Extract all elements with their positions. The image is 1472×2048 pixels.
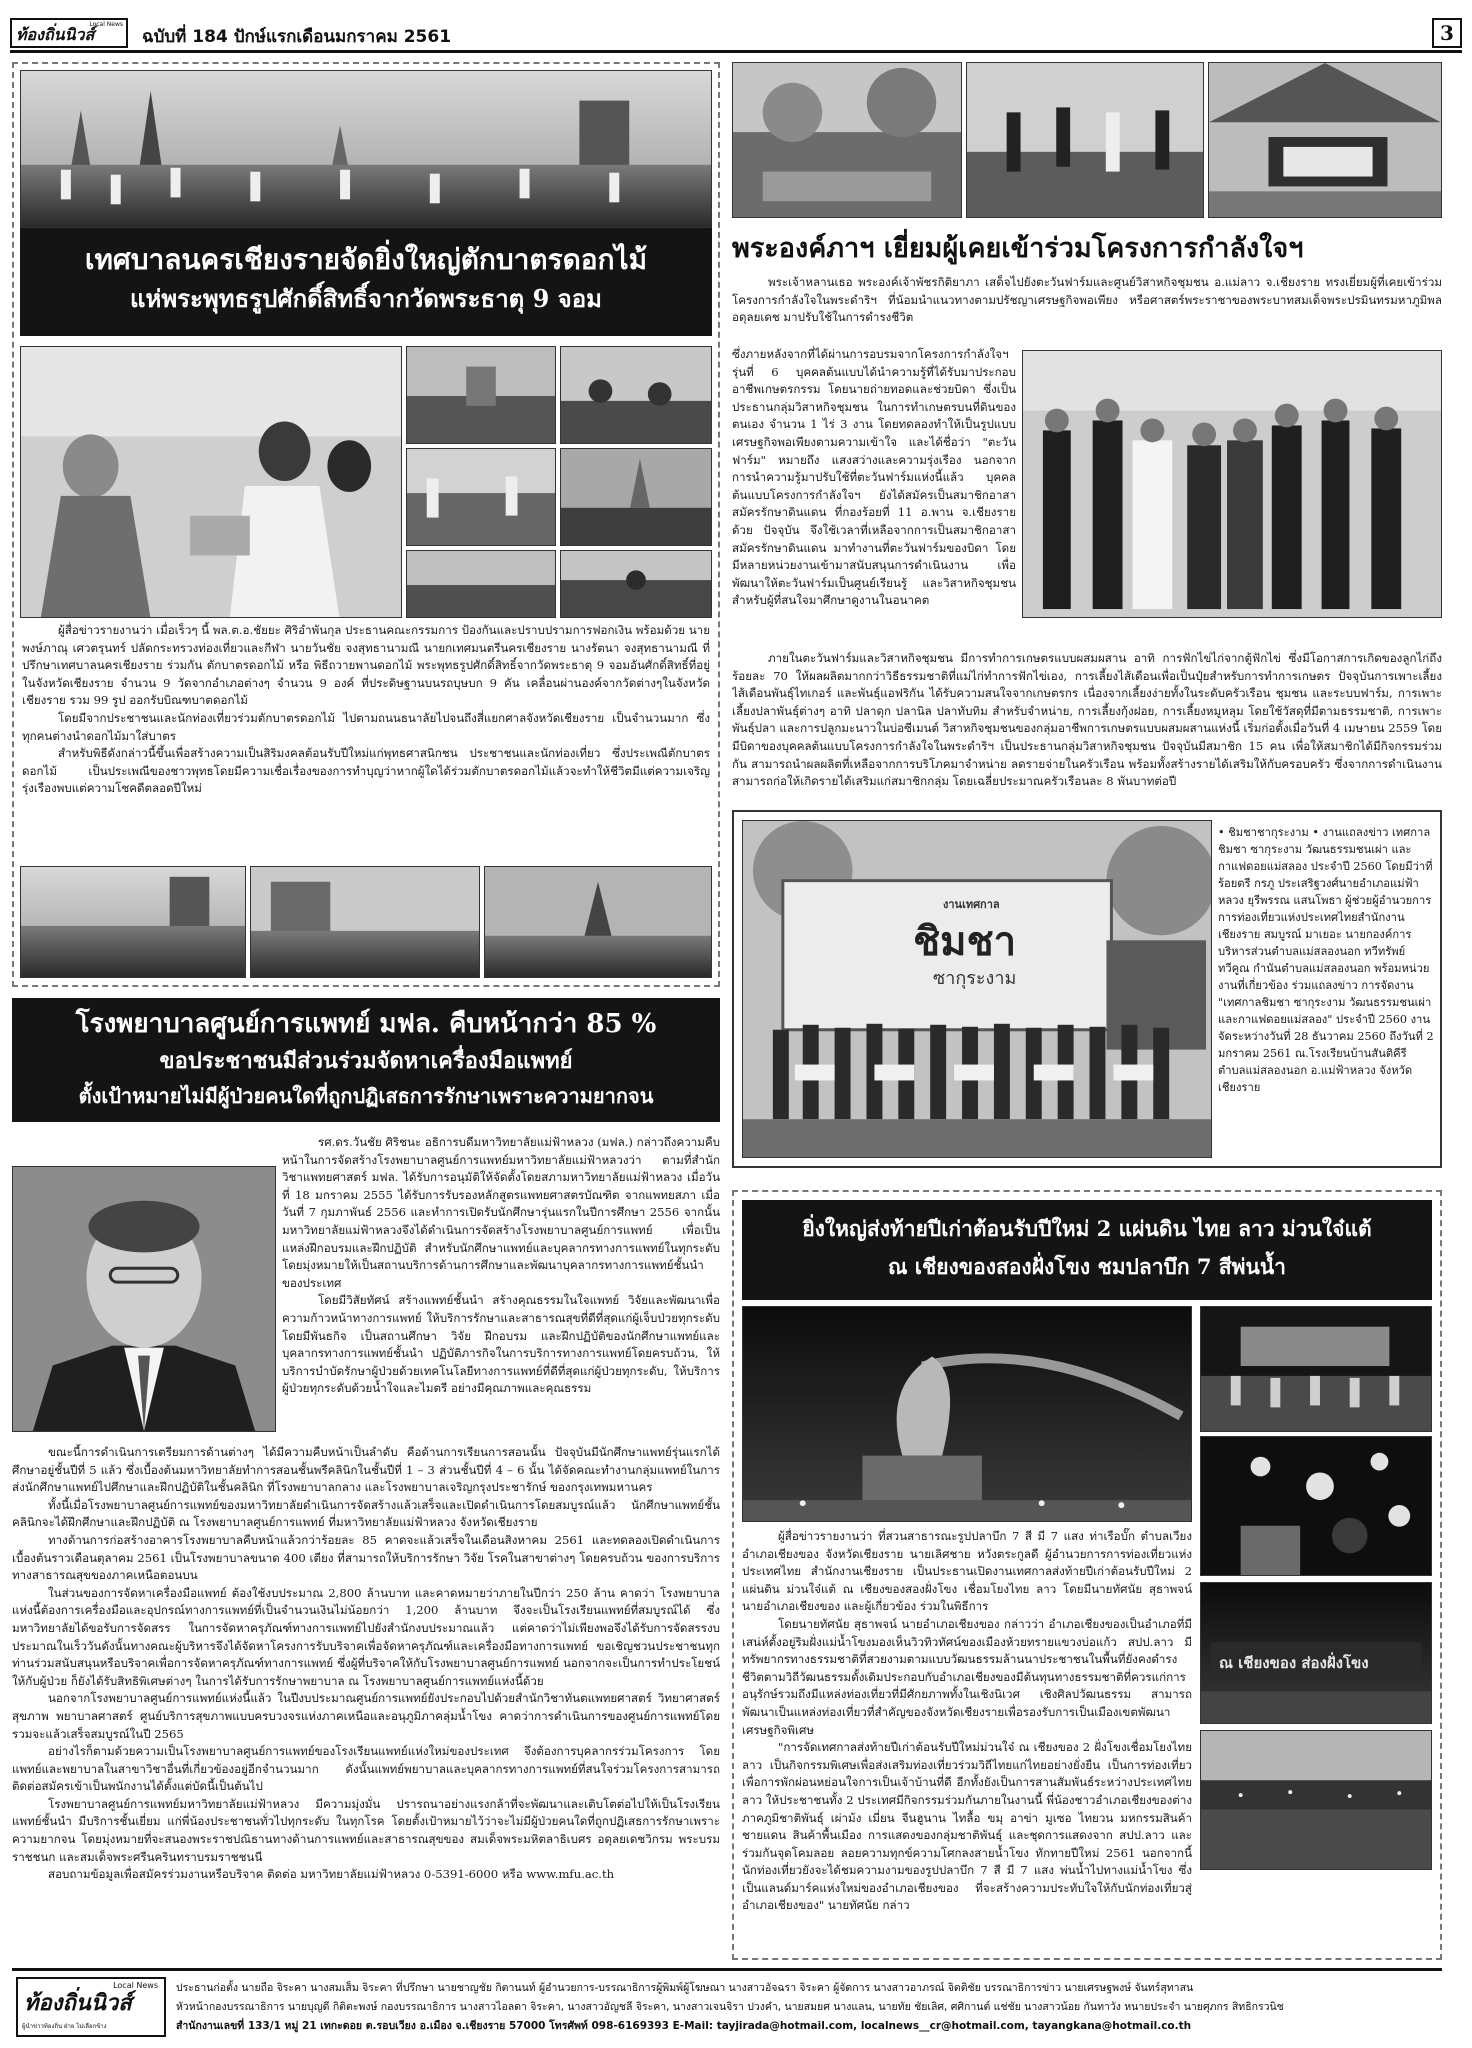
story5-lantern-photo	[1200, 1436, 1432, 1576]
story5-sign-photo	[1200, 1582, 1432, 1724]
story4-headline-line2: ขอประชาชนมีส่วนร่วมจัดหาเครื่องมือแพทย์	[159, 1048, 573, 1074]
story5-body-left	[742, 1528, 1192, 1954]
story1-small-photo-1	[406, 346, 556, 444]
story1-small-photo-2	[560, 346, 712, 444]
story4-headline-line3: ตั้งเป้าหมายไม่มีผู้ป่วยคนใดที่ถูกปฏิเสธการรักษาเพราะความยากจน	[78, 1084, 654, 1108]
footer-logo-text: ท้องถิ่นนิวส์	[24, 1990, 132, 2016]
story5-sign-text: ณ เชียงของ ส่องฝั่งโขง	[1219, 1654, 1369, 1672]
story3-caption-text: • ชิมชาชากุระงาม • งานแถลงข่าว เทศกาลชิมชา ซากุระงาม วัฒนธรรมชนเผ่า และกาแฟดอยแม่สลอง ประจำปี 2560 โดยมีว่าที่ร้อยตรี กรภู ประเสริฐวงศ์นายอำเภอแม่ฟ้าหลวง ยุรีพรรณ แสนโพธา ผู้ช่วยผู้อำนวยการการท่องเที่ยวแห่งประเทศไทยสำนักงานเชียงราย สมบูรณ์ มาเยอะ นายกองค์การบริหารส่วนตำบลแม่สลองนอก ทวีทรัพย์ทวีคูณ กำนันตำบลแม่สลองนอก พร้อมหน่วยงานที่เกี่ยวข้อง ร่วมแถลงข่าว การจัดงาน "เทศกาลชิมชา ซากุระงาม วัฒนธรรมชนเผ่าและกาแฟดอยแม่สลอง" ประจำปี 2560 งานจัดระหว่างวันที่ 28 ธันวาคม 2560 ถึงวันที่ 2 มกราคม 2561 ณ.โรงเรียนบ้านสันติคีรี ตำบลแม่สลองนอก อ.แม่ฟ้าหลวง จังหวัดเชียงราย	[1218, 826, 1434, 1094]
story1-headline-line2: แห่พระพุทธรูปศักดิ์สิทธิ์จากวัดพระธาตุ 9 จอม	[130, 284, 602, 313]
story4-contact: สอบถามข้อมูลเพื่อสมัครร่วมงานหรือบริจาค ติดต่อ มหาวิทยาลัยแม่ฟ้าหลวง 0-5391-6000 หรือ www.mfu.ac.th	[48, 1867, 615, 1882]
header-logo-small: Local News	[89, 21, 123, 28]
story1-bottom-photo-3	[484, 866, 712, 978]
story2-body-wide	[732, 650, 1442, 800]
story3-festival-photo	[742, 820, 1212, 1158]
story4-paragraph: ขณะนี้การดำเนินการเตรียมการด้านต่างๆ ได้มีความคืบหน้าเป็นลำดับ คือด้านการเรียนการสอนนั้น ปัจจุบันมีนักศึกษาแพทย์รุ่นแรกได้ศึกษาอยู่ชั้นปีที่ 5 แล้ว ซึ่งเบื้องต้นมหาวิทยาลัยทำการสอนชั้นพรีคลินิกในชั้นปีที่ 1 – 3 ส่วนชั้นปีที่ 4 – 6 นั้น ได้จัดคณะทำงานกลุ่มแพทย์ในการส่งนักศึกษาแพทย์ไปศึกษาและฝึกปฏิบัติในชั้นคลินิก ที่โรงพยาบาลกลาง และโรงพยาบาลเจริญกรุงประชารักษ์ ของกรุงเทพมหานคร	[12, 1445, 720, 1495]
story4-body-top	[282, 1134, 720, 1442]
story2-photo-top-2	[966, 62, 1204, 218]
story4-paragraph: อย่างไรก็ตามด้วยความเป็นโรงพยาบาลศูนย์การแพทย์ของโรงเรียนแพทย์แห่งใหม่ของประเทศ จึงต้องการบุคลากรร่วมโครงการ โดยแพทย์และพยาบาลในสาขาวิชาอื่นที่เกี่ยวข้องอยู่อีกจำนวนมาก ดังนั้นแพทย์พยาบาลและบุคลากรทางการแพทย์ที่สนใจร่วมโครงการสามารถติดต่อสมัครเข้าเป็นพนักงานได้ตั้งแต่บัดนี้เป็นต้นไป	[12, 1744, 720, 1794]
story5-paragraph: "การจัดเทศกาลส่งท้ายปีเก่าต้อนรับปีใหม่ม่วนใจ๋ ณ เชียงของ 2 ฝั่งโขงเชื่อมโยงไทย ลาว เป็นกิจกรรมพิเศษเพื่อส่งเสริมท่องเที่ยวร่วมวิถีไทยแก่ไทยอย่างยั่งยืน เป็นการท่องเที่ยวเพื่อการพักผ่อนหย่อนใจการเป็นเจ้าบ้านที่ดี อีกทั้งยังเป็นการสานสัมพันธ์ระหว่างประเทศไทย ลาว ให้ประชาชนทั้ง 2 ประเทศมีกิจกรรมร่วมกันภายในงานนี้ พี่น้องชาวอำเภอเชียงของต่างภาคภูมิชาติพันธุ์ เผ่าม้ง เมี่ยน จีนฮูนาน ไทลื้อ ขมุ อาข่า มูเซอ ไทยวน มหกรรมสินค้าชายแดน สินค้าพื้นเมือง การแสดงของกลุ่มชาติพันธุ์ และชุดการแสดงจาก สปป.ลาว และร่วมกันจุดโคมลอย ลอยความทุกข์ความโศกลงสายน้ำโขง ทักทายปีใหม่ 2561 นอกจากนี้นักท่องเที่ยวยังจะได้ชมความงามของรูปปลาบึก 7 สี มี 7 แสง พ่นน้ำไปทางแม่น้ำโขง ซึ่งเป็นแลนด์มาร์คแห่งใหม่ของอำเภอเชียงของ ที่จะสร้างความประทับใจให้กับนักท่องเที่ยวสู่อำเภอเชียงของ" นายทัศนัย กล่าว	[742, 1740, 1192, 1913]
story1-small-photo-4	[560, 448, 712, 546]
story1-hero-photo	[20, 70, 712, 228]
story4-paragraph: ในส่วนของการจัดหาเครื่องมือแพทย์ ต้องใช้งบประมาณ 2,800 ล้านบาท และคาดหมายว่าภายในปีกว่า 250 ล้าน คาดว่า โรงพยาบาลแห่งนี้ต้องการเครื่องมือและอุปกรณ์ทางการแพทย์ที่เป็นจำนวนเงินไม่น้อยกว่า 1,200 ล้านบาท จึงจะเป็นโรงเรียนแพทย์ที่สมบูรณ์ได้ ซึ่งมหาวิทยาลัยได้ขอรับการจัดสรร ในการจัดหาครุภัณฑ์ทางการแพทย์ไปยังสำนักงบประมาณแล้ว แต่คาดว่าไม่เพียงพอจึงได้รับการจัดสรรงบประมาณในเร็ววันดังนั้นทางคณะผู้บริหารจึงได้จัดหาโครงการรับบริจาคเพื่อจัดหาครุภัณฑ์และเครื่องมือทางการแพทย์ ขอเชิญชวนประชาชนทุกท่านร่วมสนับสนุนหรือบริจาคเพื่อการจัดหาครุภัณฑ์ทางการแพทย์ ซึ่งผู้ที่บริจาคให้กับโรงพยาบาลศูนย์การแพทย์ นอกจากจะเป็นการทำประโยชน์ให้กับผู้ป่วย ก็ยังได้รับสิทธิพิเศษต่างๆ ในการได้รับการรักษาพยาบาล ณ โรงพยาบาลศูนย์การแพทย์แห่งนี้ด้วย	[12, 1585, 720, 1688]
story4-body-full	[12, 1444, 720, 1958]
header-logo	[10, 18, 128, 48]
story5-fish-fountain-photo	[742, 1306, 1192, 1522]
story4-paragraph: โดยมีวิสัยทัศน์ สร้างแพทย์ชั้นนำ สร้างคุณธรรมในใจแพทย์ วิจัยและพัฒนาเพื่อความก้าวหน้าทางการแพทย์ ให้บริการรักษาและสาธารณสุขที่ดีที่สุดแก่ผู้เจ็บป่วยทุกระดับ โดยมีพันธกิจ เป็นสถานศึกษา วิจัย ฝึกอบรม และฝึกปฏิบัติของนักศึกษาแพทย์และบุคลากรทางการแพทย์ชั้นนำ ปฏิบัติภารกิจในการบริการทางการแพทย์โดยครบถ้วน, ให้บริการบำบัดรักษาผู้ป่วยด้วยเทคโนโลยีทางการแพทย์ที่ดีที่สุดแก่ผู้ป่วยทุกระดับ, ให้บริการผู้ป่วยทุกระดับด้วยน้ำใจและไมตรี อย่างมีคุณภาพและคุณธรรม	[282, 1293, 720, 1396]
story1-paragraph: โดยมีจากประชาชนและนักท่องเที่ยวร่วมตักบาตรดอกไม้ ไปตามถนนธนาลัยไปจนถึงสี่แยกศาลจังหวัดเชียงราย เป็นจำนวนมาก ซึ่งทุกคนต่างนำดอกไม้มาใส่บาตร	[22, 710, 710, 743]
story1-bottom-photo-2	[250, 866, 480, 978]
story3-poster-title: ชิมชา	[913, 918, 1017, 965]
story5-headline-banner	[742, 1200, 1432, 1300]
story1-small-photo-6	[560, 550, 712, 618]
masthead	[10, 18, 1462, 50]
story4-paragraph: รศ.ดร.วันชัย ศิริชนะ อธิการบดีมหาวิทยาลัยแม่ฟ้าหลวง (มฟล.) กล่าวถึงความคืบหน้าในการจัดสร้างโรงพยาบาลศูนย์การแพทย์มหาวิทยาลัยแม่ฟ้าหลวงว่า ตามที่สำนักวิชาแพทยศาสตร์ มฟล. ได้รับการอนุมัติให้จัดตั้งโดยสภามหาวิทยาลัยแม่ฟ้าหลวง เมื่อวันที่ 18 มกราคม 2555 ได้รับการรับรองหลักสูตรแพทยศาสตรบัณฑิต จากแพทยสภา เมื่อวันที่ 7 กุมภาพันธ์ 2556 และทำการเปิดรับนักศึกษารุ่นแรกในปีการศึกษา 2556 จากนั้นมหาวิทยาลัยแม่ฟ้าหลวงจึงได้ดำเนินการจัดสร้างโรงพยาบาลศูนย์การแพทย์ เพื่อเป็นแหล่งฝึกอบรมและฝึกปฏิบัติ สำหรับนักศึกษาแพทย์และบุคลากรทางการแพทย์ในทุกระดับ โดยมุ่งหมายให้เป็นสถานบริการด้านการศึกษาและพัฒนาบุคลากรทางการแพทย์ชั้นนำของประเทศ	[282, 1135, 720, 1290]
story2-lead-paragraph: พระเจ้าหลานเธอ พระองค์เจ้าพัชรกิติยาภา เสด็จไปยังตะวันฟาร์มและศูนย์วิสาหกิจชุมชน อ.แม่ลาว จ.เชียงราย ทรงเยี่ยมผู้ที่เคยเข้าร่วมโครงการกำลังใจในพระดำริฯ ที่น้อมนำแนวทางตามปรัชญาเศรษฐกิจพอเพียง หรือศาสตร์พระราชาของพระบาทสมเด็จพระปรมินทรมหาภูมิพลอดุลยเดช มาปรับใช้ในการดำรงชีวิต	[732, 275, 1442, 325]
story2-photo-top-3	[1208, 62, 1442, 218]
header-rule	[10, 50, 1462, 53]
story1-paragraph: สำหรับพิธีดังกล่าวนี้ขึ้นเพื่อสร้างความเป็นสิริมงคลต้อนรับปีใหม่แก่พุทธศาสนิกชน ประชาชนและนักท่องเที่ยว ซึ่งประเพณีตักบาตรดอกไม้ เป็นประเพณีของชาวพุทธโดยมีความเชื่อเรื่องของการทำบุญว่าหากผู้ใดได้ร่วมตักบาตรดอกไม้แล้วจะทำให้ชีวิตมีแต่ความเจริญรุ่งเรืองพบแต่ความโชคดีตลอดปีใหม่	[22, 746, 710, 796]
story4-headline-line1: โรงพยาบาลศูนย์การแพทย์ มฟล. คืบหน้ากว่า 85 %	[75, 1009, 657, 1039]
issue-line: ฉบับที่ 184 ปักษ์แรกเดือนมกราคม 2561	[142, 27, 452, 47]
story2-photo-top-1	[732, 62, 962, 218]
story5-stage-photo	[1200, 1306, 1432, 1432]
footer-line-3: สำนักงานเลขที่ 133/1 หมู่ 21 เทกะดอย ต.รอบเวียง อ.เมือง จ.เชียงราย 57000 โทรศัพท์ 098-6169393 E-Mail: tayjirada@hotmail.com, localnews__cr@hotmail.com, tayangkana@hotmail.co.th	[176, 2020, 1192, 2032]
story1-paragraph: ผู้สื่อข่าวรายงานว่า เมื่อเร็วๆ นี้ พล.ต.อ.ชัยยะ ศิริอำพันกุล ประธานคณะกรรมการ ป้องกันและปราบปรามการฟอกเงิน พร้อมด้วย นายพงษ์ภาณุ เศวตรุนทร์ ปลัดกระทรวงท่องเที่ยวและกีฬา นายวันชัย จงสุทธานามณี นายกเทศมนตรีนครเชียงราย นางรัตนา จงสุทธานามณี ที่ปรึกษาเทศบาลนครเชียงราย ร่วมกัน ตักบาตรดอกไม้ หรือ พิธีถวายพานดอกไม้ พระพุทธรูปศักดิ์สิทธิ์จากวัดพระธาตุ 9 จอมอันศักดิ์สิทธิ์ที่อยู่ในจังหวัดเชียงราย จำนวน 9 วัดจากอำเภอต่างๆ จำนวน 9 องค์ ที่ประดิษฐานบนรถบุษบก 9 คัน เคลื่อนผ่านองค์จากวัดต่างๆในจังหวัดเชียงราย รวม 99 รูป ออกรับบิณฑบาตดอกไม้	[22, 623, 710, 708]
footer-line-2: หัวหน้ากองบรรณาธิการ นายบุญดี กิติตะพงษ์ กองบรรณาธิการ นางสาวไอลดา จิระคา, นางสาวอัญชลี จิระคา, นางสาวเจนจิรา ปวงคำ, นายสมยศ นางแลน, นายทัย ชัยเลิศ, ศศิกานต์ แช่ชัย นางสาวน้อย กันทาวัง หนายประจำ นายศุภกร สิทธิกรวนิช	[176, 2001, 1284, 2013]
story4-paragraph: ทั้งนี้เมื่อโรงพยาบาลศูนย์การแพทย์ของมหาวิทยาลัยดำเนินการจัดสร้างแล้วเสร็จและเปิดดำเนินการโดยสมบูรณ์แล้ว นักศึกษาแพทย์ชั้นคลินิกจะได้ฝึกศึกษาและฝึกปฏิบัติ ณ โรงพยาบาลศูนย์การแพทย์ ที่มหาวิทยาลัยแม่ฟ้าหลวง จังหวัดเชียงราย	[12, 1497, 720, 1530]
story5-river-photo	[1200, 1730, 1432, 1870]
story1-headline-line1: เทศบาลนครเชียงรายจัดยิ่งใหญ่ตักบาตรดอกไม้	[84, 243, 648, 276]
page-number: 3	[1440, 21, 1454, 45]
story1-small-photo-3	[406, 448, 556, 546]
story2-body-column	[732, 346, 1016, 646]
story5-paragraph: โดยนายทัศนัย สุธาพจน์ นายอำเภอเชียงของ กล่าวว่า อำเภอเชียงของเป็นอำเภอที่มีเสน่ห์ตั้งอยู่ริมฝั่งแม่น้ำโขงมองเห็นวิวทิวทัศน์ของเมืองห้วยทรายแขวงบ่อแก้ว สปป.ลาว มีทรัพยากรทางธรรมชาติที่สวยงามตามแบบวัฒนธรรมล้านนาประชาชนในพื้นที่ยังคงดำรงชีวิตตามวิถีวัฒนธรรมดั้งเดิมประกอบกับอำเภอเชียงของมีต้นทุนทางธรรมชาติที่ควรแก่การอนุรักษ์รวมถึงมีแหล่งท่องเที่ยวที่มีศักยภาพทั้งในเชิงนิเวศ เชิงศิลปวัฒนธรรม สามารถพัฒนาเป็นแหล่งท่องเที่ยวที่สำคัญของจังหวัดเชียงรายเพื่อรองรับการเป็นเมืองเขตพัฒนาเศรษฐกิจพิเศษ	[742, 1616, 1192, 1737]
story1-monk-photo	[20, 346, 402, 618]
footer-logo-small: Local News	[113, 1981, 158, 1990]
story1-headline-banner	[20, 228, 712, 336]
story4-portrait-photo	[12, 1166, 276, 1432]
story3-poster-small: งานเทศกาล	[943, 898, 1000, 911]
story2-visit-photo	[1022, 350, 1442, 618]
story1-body	[22, 622, 710, 860]
footer-credits	[176, 1979, 1442, 2039]
header-logo-text: ท้องถิ่นนิวส์	[16, 25, 95, 44]
story2-paragraph: ภายในตะวันฟาร์มและวิสาหกิจชุมชน มีการทำการเกษตรแบบผสมผสาน อาทิ การฟักไข่ไก่จากตู้ฟักไข่ ซึ่งมีโอกาสการเกิดของลูกไก่ถึงร้อยละ 70 ให้ผลผลิตมากกว่าวิธีธรรมชาติที่แม่ไก่ทำการฟักไข่เอง, การเลี้ยงไส้เดือนเพื่อเป็นปุ๋ยสำหรับการทำการเกษตร ปัจจุบันการเพาะเลี้ยงไส้เดือนพันธุ์ไทเกอร์ และพันธุ์แอฟริกัน ได้รับความสนใจจากเกษตรกร เนื่องจากเลี้ยงง่ายทั้งในระดับครัวเรือน ชุมชน และระบบฟาร์ม, การเพาะเลี้ยงปลาพันธุ์ต่างๆ อาทิ ปลาดุก ปลานิล ปลาทับทิม สำหรับจำหน่าย, การเลี้ยงกุ้งฝอย, การเลี้ยงหมูหลุม โดยใช้วัสดุที่มีตามธรรมชาติ, การเพาะพันธุ์ปลา และการปลูกมะนาวในบ่อซีเมนต์ วิสาหกิจชุมชนของกลุ่มอาชีพการเกษตรแบบผสมผสานแห่งนี้ เริ่มก่อตั้งเมื่อวันที่ 4 เมษายน 2559 โดยมีบิดาของบุคคลต้นแบบโครงการกำลังใจในพระดำริฯ เป็นประธานกลุ่มวิสาหกิจชุมชน ปัจจุบันมีสมาชิก 15 คน เพื่อให้สมาชิกได้มีกิจกรรมร่วมกัน สามารถนำผลผลิตที่เหลือจากการบริโภคมาจำหน่าย ลดรายจ่ายในครัวเรือน พร้อมทั้งสร้างรายได้เสริมให้กับครอบครัว ซึ่งจากการดำเนินงาน สามารถก่อให้เกิดรายได้เสริมแก่สมาชิกกลุ่ม โดยเฉลี่ยประมาณครัวเรือนละ 8 พันบาทต่อปี	[732, 651, 1442, 789]
story4-headline-banner	[12, 998, 720, 1122]
story2-headline: พระองค์ภาฯ เยี่ยมผู้เคยเข้าร่วมโครงการกำลังใจฯ	[732, 233, 1304, 264]
story5-headline-line1: ยิ่งใหญ่ส่งท้ายปีเก่าต้อนรับปีใหม่ 2 แผ่นดิน ไทย ลาว ม่วนใจ๋แต้	[802, 1216, 1372, 1241]
story5-paragraph: ผู้สื่อข่าวรายงานว่า ที่สวนสาธารณะรูปปลาบึก 7 สี มี 7 แสง ท่าเรือบั๊ก ตำบลเวียง อำเภอเชียงของ จังหวัดเชียงราย นายเลิศชาย หวังตระกูลดี ผู้อำนวยการการท่องเที่ยวแห่งประเทศไทย สำนักงานเชียงราย เป็นประธานเปิดงานเทศกาลส่งท้ายปีเก่าต้อนรับปีใหม่ 2 แผ่นดิน ม่วนใจ๋แต้ ณ เชียงของสองฝั่งโขง เชื่อมโยงไทย ลาว โดยมีนายทัศนัย สุธาพจน์ นายอำเภอเชียงของ และผู้เกี่ยวข้อง ร่วมในพิธีการ	[742, 1529, 1192, 1614]
footer-logo-tagline: ผู้นำข่าวท้องถิ่น ฝ่าย ไม่เลือกข้าง	[22, 2023, 107, 2030]
footer-line-1: ประธานก่อตั้ง นายถือ จิระคา นางสมเส็ม จิระคา ที่ปรึกษา นายชาญชัย กิตานนท์ ผู้อำนวยการ-บรรณาธิการผู้พิมพ์ผู้โฆษณา นางสาวอัจฉรา จิระคา ผู้จัดการ นางสาวอาภรณ์ จิตติชัย บรรณาธิการข่าว นายเศรษฐพงษ์ จันทร์สุทาสน	[176, 1982, 1194, 1994]
story3-poster-subtitle: ซากุระงาม	[933, 968, 1017, 989]
story2-paragraph: ซึ่งภายหลังจากที่ได้ผ่านการอบรมจากโครงการกำลังใจฯ รุ่นที่ 6 บุคคลต้นแบบได้นำความรู้ที่ได้รับมาประกอบอาชีพเกษตรกรรม โดยนายถ่ายทอดและช่วยบิดา ซึ่งเป็นประธานกลุ่มวิสาหกิจชุมชน ในการทำเกษตรบนที่ดินของตนเอง จำนวน 1 ไร่ 3 งาน โดยทดลองทำให้เป็นรูปแบบเศรษฐกิจพอเพียงตามความเข้าใจ และได้ชื่อว่า "ตะวันฟาร์ม" หมายถึง แสงสว่างและความรุ่งเรือง นอกจากการนำความรู้มาปรับใช้ที่ตะวันฟาร์มแห่งนี้แล้ว บุคคลต้นแบบโครงการกำลังใจฯ ยังได้สมัครเป็นสมาชิกอาสาสมัครรักษาดินแดน ที่กองร้อยที่ 11 อ.พาน จ.เชียงรายด้วย ปัจจุบัน จึงใช้เวลาที่เหลือจากการเป็นสมาชิกอาสาสมัครรักษาดินแดน มาทำงานที่ตะวันฟาร์มของบิดา โดยมีหลายหน่วยงานเข้ามาสนับสนุนการดำเนินงาน เพื่อพัฒนาให้ตะวันฟาร์มเป็นศูนย์เรียนรู้ และวิสาหกิจชุมชนสำหรับผู้ที่สนใจมาศึกษาดูงานในอนาคต	[732, 347, 1016, 608]
story5-headline-line2: ณ เชียงของสองฝั่งโขง ชมปลาบึก 7 สีพ่นน้ำ	[888, 1254, 1286, 1279]
story3-caption	[1218, 824, 1434, 1158]
footer-logo	[16, 1977, 166, 2037]
story1-small-photo-5	[406, 550, 556, 618]
story2-lead	[732, 274, 1442, 346]
story4-paragraph: ทางด้านการก่อสร้างอาคารโรงพยาบาลคืบหน้าแล้วกว่าร้อยละ 85 คาดจะแล้วเสร็จในเดือนสิงหาคม 2561 และทดลองเปิดดำเนินการเบื้องต้นราวเดือนตุลาคม 2561 เป็นโรงพยาบาลขนาด 400 เตียง ที่สามารถให้บริการรักษา วิจัย โรคในสาขาต่างๆ โดยครบถ้วน ของการบริการทางสาธารณสุขของภาคเหนือตอนบน	[12, 1532, 720, 1583]
story1-bottom-photo-1	[20, 866, 246, 978]
story4-paragraph: โรงพยาบาลศูนย์การแพทย์มหาวิทยาลัยแม่ฟ้าหลวง มีความมุ่งมั่น ปรารถนาอย่างแรงกล้าที่จะพัฒนาและเติบโตต่อไปให้เป็นโรงเรียนแพทย์ชั้นนำ มีบริการชั้นเยี่ยม แก่พี่น้องประชาชนทั่วไปทุกระดับ ในทุกโรค โดยตั้งเป้าหมายไว้ว่าจะไม่มีผู้ป่วยคนใดที่ถูกปฏิเสธการรักษาเพราะความยากจน โดยมุ่งหมายที่จะสนองพระราชปณิธานทางด้านการแพทย์และสาธารณสุขของ สมเด็จพระมหิตลาธิเบศร อดุลยเดชวิกรม พระบรมราชชนก และสมเด็จพระศรีนครินทราบรมราชชนนี	[12, 1796, 720, 1864]
story4-paragraph: นอกจากโรงพยาบาลศูนย์การแพทย์แห่งนี้แล้ว ในปีงบประมาณศูนย์การแพทย์ยังประกอบไปด้วยสำนักวิชาทันตแพทยศาสตร์ วิทยาศาสตร์สุขภาพ พยาบาลศาสตร์ ศูนย์บริการสุขภาพแบบครบวงจรแห่งภาคเหนือและอนุภูมิภาคลุ่มน้ำโขง คาดว่าการดำเนินการของศูนย์การแพทย์โดยรวมจะแล้วเสร็จสมบูรณ์ในปี 2565	[12, 1691, 720, 1741]
page-number-box	[1432, 18, 1462, 48]
footer	[12, 1968, 1442, 2040]
